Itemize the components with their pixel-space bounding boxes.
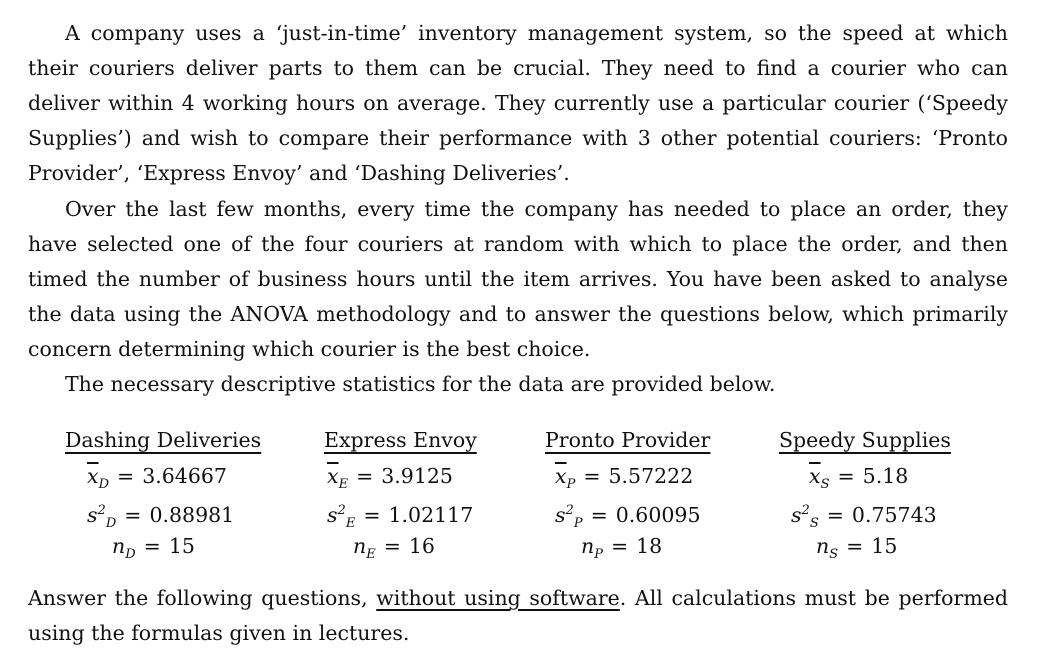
mean-row: $\overline{x}_P = 5.57222$ <box>555 464 694 493</box>
n-row: $n_S = 15$ <box>816 534 898 563</box>
mean-value: 3.64667 <box>142 464 227 488</box>
instructions-paragraph: Answer the following questions, without using software. All calculations must be performed using the formulas given in lectures. <box>28 586 1009 645</box>
n-row: $n_D = 15$ <box>112 534 195 563</box>
n-value: 16 <box>408 534 435 558</box>
courier-stats-pronto <box>545 423 711 563</box>
variance-row: $s^2_E = 1.02117$ <box>327 502 474 531</box>
variance-row: $s^2_P = 0.60095$ <box>555 502 701 531</box>
n-row: $n_E = 16$ <box>353 534 435 563</box>
n-value: 15 <box>871 534 898 558</box>
courier-name: Express Envoy <box>324 428 477 452</box>
n-value: 18 <box>636 534 663 558</box>
method-paragraph: Over the last few months, every time the company has needed to place an order, they have selected one of the four couriers at random with which to place the order, and then timed the number of business hours until the item arrives. You have been asked to analyse the data using the ANOVA methodology and to answer the questions below, which primarily concern determining which courier is the best choice. <box>28 197 1008 361</box>
no-software-emphasis: without using software <box>376 586 620 610</box>
courier-stats-speedy <box>779 423 951 563</box>
variance-row: $s^2_S = 0.75743$ <box>791 502 937 531</box>
mean-row: $\overline{x}_S = 5.18$ <box>809 464 909 493</box>
n-row: $n_P = 18$ <box>581 534 663 563</box>
courier-name: Pronto Provider <box>545 428 711 452</box>
variance-row: $s^2_D = 0.88981$ <box>87 502 235 531</box>
mean-value: 3.9125 <box>381 464 453 488</box>
mean-row: $\overline{x}_E = 3.9125$ <box>327 464 453 493</box>
courier-stats-express <box>324 423 477 563</box>
n-value: 15 <box>168 534 195 558</box>
variance-value: 1.02117 <box>388 502 474 527</box>
mean-value: 5.57222 <box>608 464 694 488</box>
mean-value: 5.18 <box>862 464 909 488</box>
variance-value: 0.88981 <box>149 502 235 527</box>
variance-value: 0.60095 <box>615 502 701 527</box>
courier-name: Dashing Deliveries <box>65 428 262 452</box>
courier-name: Speedy Supplies <box>779 428 951 452</box>
variance-value: 0.75743 <box>851 502 937 527</box>
stats-intro-paragraph: The necessary descriptive statistics for the data are provided below. <box>65 372 776 396</box>
courier-stats-dashing <box>65 423 262 563</box>
intro-paragraph: A company uses a ‘just-in-time’ inventory management system, so the speed at which their couriers deliver parts to them can be crucial. They need to find a courier who can deliver within 4 working hours on average. They currently use a particular courier (‘Speedy Supplies’) and wish to compare their performance with 3 other potential couriers: ‘Pronto Provider’, ‘Express Envoy’ and ‘Dashing Deliveries’. <box>28 21 1008 185</box>
mean-row: $\overline{x}_D = 3.64667$ <box>87 464 227 493</box>
